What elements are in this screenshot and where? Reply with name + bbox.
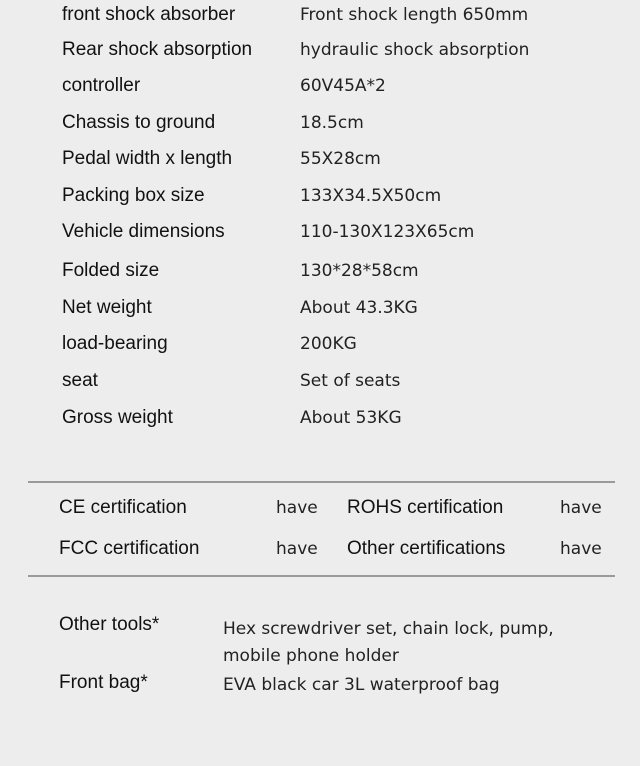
cert-value: have	[560, 498, 602, 518]
cert-value: have	[276, 539, 318, 559]
spec-value: About 43.3KG	[300, 298, 418, 318]
spec-row-rear-shock	[0, 35, 640, 65]
cert-label: ROHS certification	[347, 497, 504, 518]
spec-row-chassis	[0, 108, 640, 138]
spec-row-pedal	[0, 144, 640, 174]
cert-value: have	[276, 498, 318, 518]
spec-row-net-weight	[0, 293, 640, 323]
spec-label: Net weight	[62, 297, 152, 318]
spec-label: front shock absorber	[62, 4, 236, 25]
cert-label: FCC certification	[59, 538, 200, 559]
spec-value: About 53KG	[300, 408, 402, 428]
spec-value: 200KG	[300, 334, 357, 354]
spec-label: seat	[62, 370, 98, 391]
spec-row-load-bearing	[0, 329, 640, 359]
spec-value: 110-130X123X65cm	[300, 222, 475, 242]
spec-label: Folded size	[62, 260, 160, 281]
spec-value: 55X28cm	[300, 149, 381, 169]
spec-row-gross-weight	[0, 403, 640, 433]
spec-label: Chassis to ground	[62, 112, 216, 133]
accessory-label-other-tools: Other tools*	[59, 614, 160, 635]
spec-value: 130*28*58cm	[300, 261, 419, 281]
section-divider-top	[28, 481, 615, 483]
spec-value: Set of seats	[300, 371, 401, 391]
spec-label: Vehicle dimensions	[62, 221, 225, 242]
spec-row-front-shock	[0, 0, 640, 30]
accessory-value-line: mobile phone holder	[223, 646, 399, 666]
cert-label: CE certification	[59, 497, 187, 518]
cert-value: have	[560, 539, 602, 559]
accessory-value-line: EVA black car 3L waterproof bag	[223, 675, 500, 695]
cert-label: Other certifications	[347, 538, 506, 559]
spec-value: 60V45A*2	[300, 76, 386, 96]
spec-value: hydraulic shock absorption	[300, 40, 530, 60]
spec-label: controller	[62, 75, 141, 96]
accessory-value-line: Hex screwdriver set, chain lock, pump,	[223, 619, 554, 639]
accessory-label-front-bag: Front bag*	[59, 672, 148, 693]
spec-row-packing-box	[0, 181, 640, 211]
spec-value: 18.5cm	[300, 113, 364, 133]
spec-value: 133X34.5X50cm	[300, 186, 442, 206]
spec-label: Pedal width x length	[62, 148, 233, 169]
cert-row	[0, 534, 640, 564]
spec-row-folded-size	[0, 256, 640, 286]
spec-label: load-bearing	[62, 333, 168, 354]
spec-label: Rear shock absorption	[62, 39, 253, 60]
spec-row-controller	[0, 71, 640, 101]
spec-row-seat	[0, 366, 640, 396]
spec-label: Gross weight	[62, 407, 173, 428]
spec-value: Front shock length 650mm	[300, 5, 529, 25]
cert-row	[0, 493, 640, 523]
section-divider-bottom	[28, 575, 615, 577]
spec-label: Packing box size	[62, 185, 205, 206]
spec-row-vehicle-dimensions	[0, 217, 640, 247]
